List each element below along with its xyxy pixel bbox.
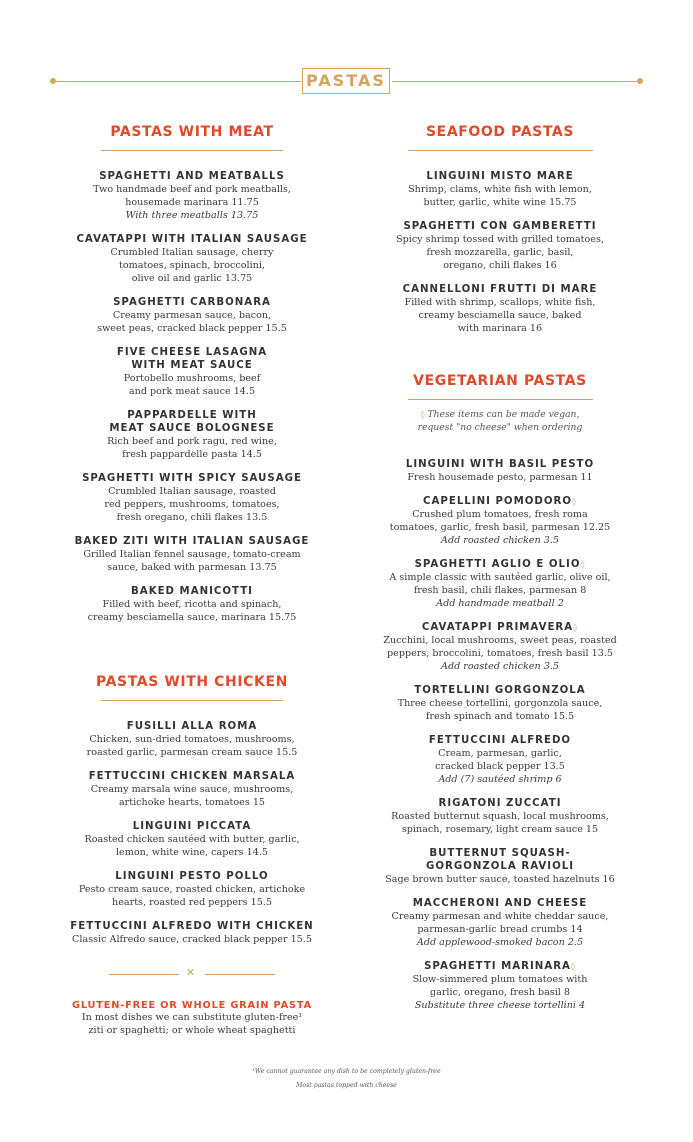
item-name-text: CAPELLINI POMODORO <box>423 496 573 507</box>
menu-item <box>55 920 329 946</box>
menu-item <box>55 472 329 524</box>
gluten-free-description: In most dishes we can substitute gluten-free¹ ziti or spaghetti; or whole wheat spaghetti <box>81 1012 303 1036</box>
item-name: CANNELLONI FRUTTI DI MARE <box>402 284 598 295</box>
divider-left-rule <box>109 974 179 975</box>
menu-item <box>55 585 329 624</box>
item-name <box>375 684 625 697</box>
item-name: FETTUCCINI CHICKEN MARSALA <box>88 771 296 782</box>
section-title: PASTAS WITH CHICKEN <box>96 674 288 690</box>
menu-item <box>55 170 329 222</box>
item-name: CAVATAPPI WITH ITALIAN SAUSAGE <box>76 234 308 245</box>
item-description: Rich beef and pork ragu, red wine, fresh pappardelle pasta 14.5 <box>107 436 277 460</box>
menu-item <box>375 621 625 673</box>
item-name-text: MACCHERONI AND CHEESE <box>412 898 588 909</box>
item-name: SPAGHETTI AND MEATBALLS <box>99 171 285 182</box>
item-description: Filled with beef, ricotta and spinach, creamy besciamella sauce, marinara 15.75 <box>87 599 297 623</box>
cross-ornament-icon: ✕ <box>186 966 196 979</box>
section-seafood-pastas <box>375 124 625 335</box>
item-description: Roasted butternut squash, local mushrooms, spinach, rosemary, light cream sauce 15 <box>391 811 609 835</box>
item-description: Two handmade beef and pork meatballs, housemade marinara 11.75 <box>93 184 291 208</box>
item-name-text: TORTELLINI GORGONZOLA <box>414 685 586 696</box>
left-column <box>55 124 329 1037</box>
gluten-free-title: GLUTEN-FREE OR WHOLE GRAIN PASTA <box>72 1000 312 1011</box>
menu-item <box>375 734 625 786</box>
menu-item <box>375 220 625 272</box>
menu-item <box>55 770 329 809</box>
item-name <box>375 621 625 634</box>
vegan-note-text: These items can be made vegan, request "no cheese" when ordering <box>417 409 583 433</box>
menu-item <box>375 458 625 484</box>
item-name-text: SPAGHETTI MARINARA <box>424 961 571 972</box>
item-name: FETTUCCINI ALFREDO WITH CHICKEN <box>70 921 314 932</box>
item-name <box>375 960 625 973</box>
right-column <box>375 124 625 1012</box>
item-name-text: SPAGHETTI AGLIO E OLIO <box>414 559 581 570</box>
item-name-text: RIGATONI ZUCCATI <box>438 798 562 809</box>
header-right-dot <box>637 78 643 84</box>
header-right-rule <box>392 81 637 82</box>
vegan-diamond-icon: ◊ <box>573 623 579 632</box>
item-name: LINGUINI PICCATA <box>132 821 252 832</box>
menu-item <box>375 797 625 836</box>
item-name: LINGUINI PESTO POLLO <box>115 871 269 882</box>
item-description: Sage brown butter sauce, toasted hazelnuts 16 <box>385 874 615 885</box>
vegan-note <box>375 408 625 434</box>
footnote-cheese: Most pastas topped with cheese <box>296 1082 397 1089</box>
item-description: Three cheese tortellini, gorgonzola sauce, fresh spinach and tomato 15.5 <box>397 698 603 722</box>
section-pastas-with-chicken <box>55 674 329 946</box>
item-description: Classic Alfredo sauce, cracked black pepper 15.5 <box>72 934 312 945</box>
menu-item <box>55 720 329 759</box>
menu-item <box>375 960 625 1012</box>
item-description: Cream, parmesan, garlic, cracked black pepper 13.5 <box>435 748 565 772</box>
section-vegetarian-pastas <box>375 373 625 1012</box>
item-description: Creamy marsala wine sauce, mushrooms, artichoke hearts, tomatoes 15 <box>90 784 294 808</box>
item-name <box>375 847 625 873</box>
menu-item <box>55 870 329 909</box>
menu-item <box>55 296 329 335</box>
item-name <box>375 734 625 747</box>
section-gluten-free <box>55 1000 329 1037</box>
item-description: Crumbled Italian sausage, cherry tomatoes, spinach, broccolini, olive oil and garlic 13.75 <box>110 247 274 284</box>
vegan-diamond-icon: ◊ <box>570 962 576 971</box>
item-name <box>375 897 625 910</box>
header-left-rule <box>56 81 301 82</box>
item-option: Add handmade meatball 2 <box>436 598 564 609</box>
item-description: Spicy shrimp tossed with grilled tomatoes, fresh mozzarella, garlic, basil, oregano, chili flakes 16 <box>396 234 604 271</box>
item-description: Crumbled Italian sausage, roasted red peppers, mushrooms, tomatoes, fresh oregano, chili flakes 13.5 <box>104 486 280 523</box>
section-title: PASTAS WITH MEAT <box>110 124 274 140</box>
item-name <box>375 495 625 508</box>
vegan-diamond-icon: ◊ <box>572 497 577 506</box>
menu-item <box>375 495 625 547</box>
item-description: Chicken, sun-dried tomatoes, mushrooms, roasted garlic, parmesan cream sauce 15.5 <box>86 734 298 758</box>
item-name: LINGUINI MISTO MARE <box>426 171 574 182</box>
menu-item <box>375 897 625 949</box>
item-description: Roasted chicken sautéed with butter, garlic, lemon, white wine, capers 14.5 <box>84 834 300 858</box>
item-description: Zucchini, local mushrooms, sweet peas, roasted peppers, broccolini, tomatoes, fresh basil 13.5 <box>383 635 617 659</box>
item-option: Add roasted chicken 3.5 <box>441 535 559 546</box>
vegan-diamond-icon: ◊ <box>420 410 425 419</box>
item-name: SPAGHETTI WITH SPICY SAUSAGE <box>82 473 302 484</box>
menu-item <box>375 684 625 723</box>
item-description: Filled with shrimp, scallops, white fish, creamy besciamella sauce, baked with marinara 16 <box>404 297 596 334</box>
menu-item <box>375 170 625 209</box>
item-name <box>375 558 625 571</box>
item-name <box>375 458 625 471</box>
item-description: Portobello mushrooms, beef and pork meat sauce 14.5 <box>123 373 261 397</box>
item-name: FIVE CHEESE LASAGNA WITH MEAT SAUCE <box>116 347 268 371</box>
item-name-text: CAVATAPPI PRIMAVERA <box>421 622 574 633</box>
divider-right-rule <box>205 974 275 975</box>
menu-item <box>55 233 329 285</box>
menu-item <box>375 558 625 610</box>
item-option: Add applewood-smoked bacon 2.5 <box>416 937 584 948</box>
menu-header <box>50 68 643 96</box>
footnote-gluten-free: ¹We cannot guarantee any dish to be completely gluten-free <box>252 1068 441 1075</box>
section-rule <box>408 399 593 400</box>
ornamental-divider <box>109 968 275 980</box>
item-name: BAKED ZITI WITH ITALIAN SAUSAGE <box>74 536 310 547</box>
item-description: Fresh housemade pesto, parmesan 11 <box>407 472 593 483</box>
item-name: FUSILLI ALLA ROMA <box>126 721 258 732</box>
item-name-text: FETTUCCINI ALFREDO <box>428 735 572 746</box>
item-name: PAPPARDELLE WITH MEAT SAUCE BOLOGNESE <box>109 410 275 434</box>
vegan-diamond-icon: ◊ <box>580 560 586 569</box>
item-option: Add roasted chicken 3.5 <box>441 661 559 672</box>
item-option: With three meatballs 13.75 <box>125 210 259 221</box>
item-description: Shrimp, clams, white fish with lemon, butter, garlic, white wine 15.75 <box>408 184 592 208</box>
item-name-text: LINGUINI WITH BASIL PESTO <box>405 459 595 470</box>
item-description: Crushed plum tomatoes, fresh roma tomatoes, garlic, fresh basil, parmesan 12.25 <box>389 509 611 533</box>
menu-item <box>375 847 625 886</box>
item-name: SPAGHETTI CARBONARA <box>113 297 271 308</box>
menu-item <box>375 283 625 335</box>
menu-item <box>55 409 329 461</box>
item-description: Pesto cream sauce, roasted chicken, artichoke hearts, roasted red peppers 15.5 <box>78 884 306 908</box>
item-description: Creamy parmesan and white cheddar sauce, parmesan-garlic bread crumbs 14 <box>391 911 609 935</box>
item-description: Slow-simmered plum tomatoes with garlic, oregano, fresh basil 8 <box>412 974 588 998</box>
item-description: A simple classic with sautéed garlic, olive oil, fresh basil, chili flakes, parmesan 8 <box>389 572 611 596</box>
menu-item <box>55 346 329 398</box>
item-description: Creamy parmesan sauce, bacon, sweet peas, cracked black pepper 15.5 <box>97 310 287 334</box>
menu-item <box>55 535 329 574</box>
section-title: VEGETARIAN PASTAS <box>413 373 587 389</box>
item-name <box>375 797 625 810</box>
section-title: SEAFOOD PASTAS <box>425 124 575 140</box>
item-name-text: BUTTERNUT SQUASH- GORGONZOLA RAVIOLI <box>425 848 575 872</box>
section-pastas-with-meat <box>55 124 329 624</box>
menu-item <box>55 820 329 859</box>
page-title: PASTAS <box>302 68 390 94</box>
item-option: Substitute three cheese tortellini 4 <box>414 1000 586 1011</box>
item-name: SPAGHETTI CON GAMBERETTI <box>403 221 597 232</box>
item-option: Add (7) sautéed shrimp 6 <box>438 774 562 785</box>
item-description: Grilled Italian fennel sausage, tomato-cream sauce, baked with parmesan 13.75 <box>83 549 301 573</box>
item-name: BAKED MANICOTTI <box>131 586 253 597</box>
